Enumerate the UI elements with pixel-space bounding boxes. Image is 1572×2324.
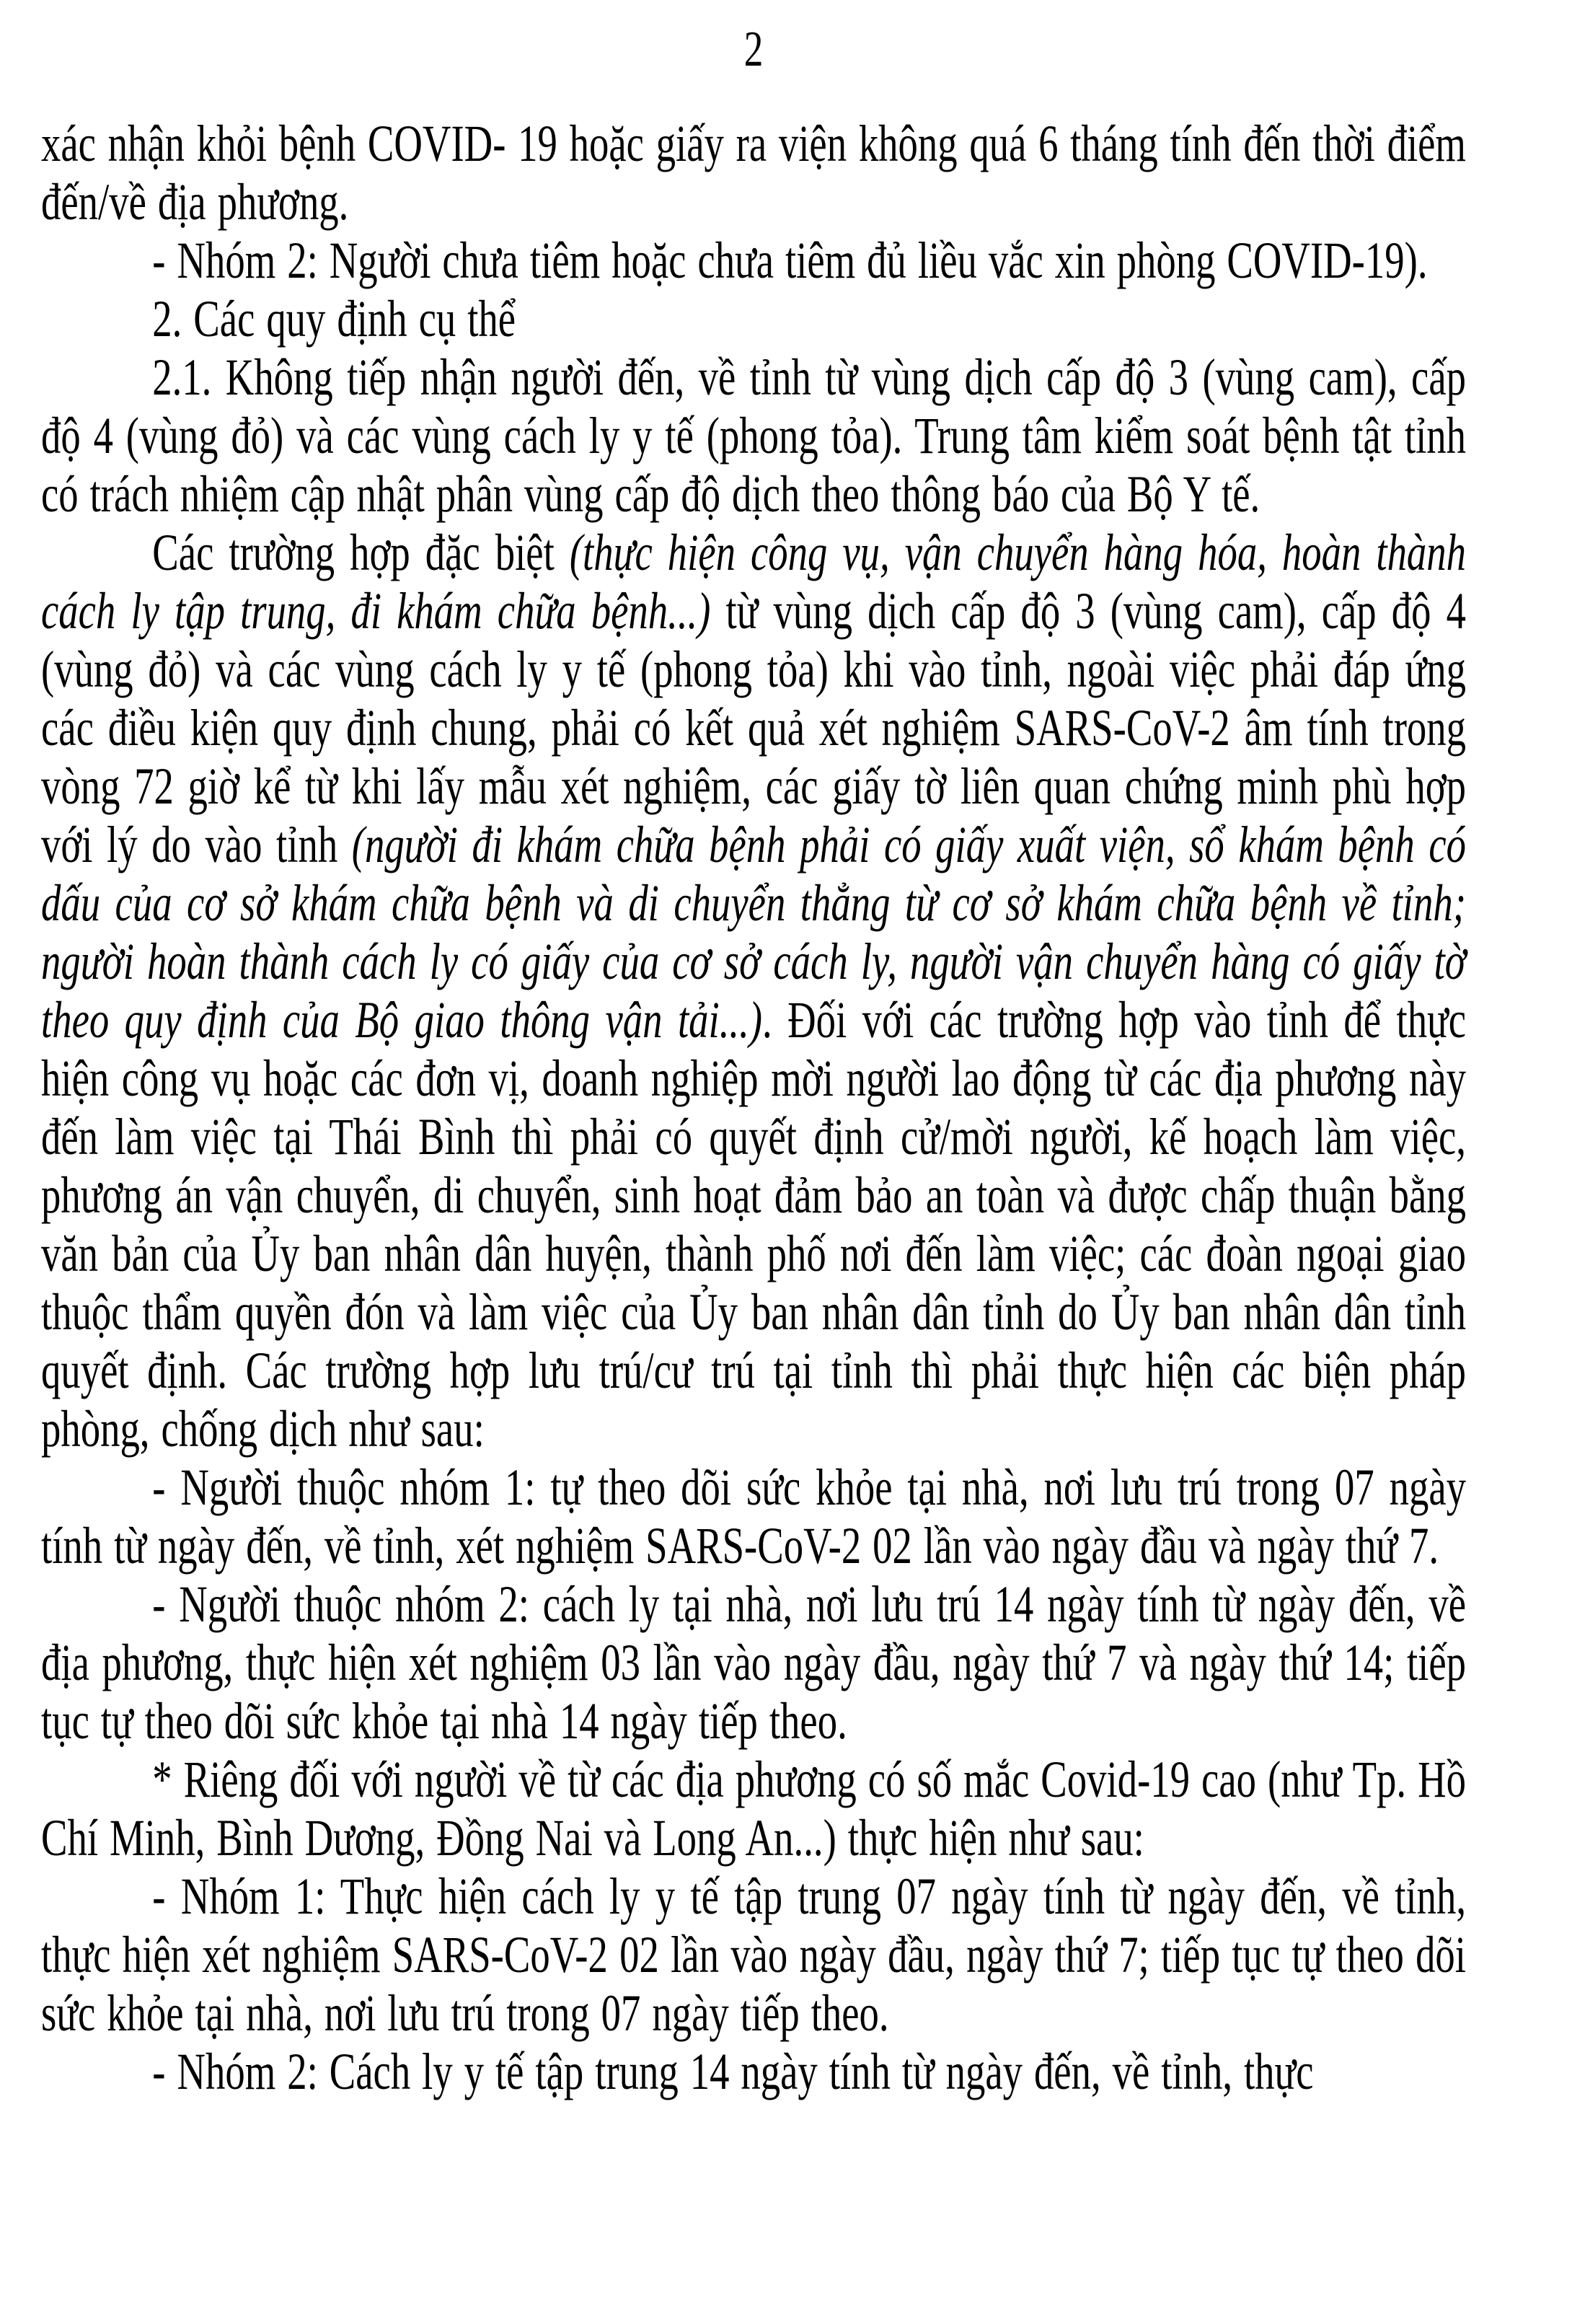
italic-text-segment: (người đi khám chữa bệnh phải có giấy xuất viện, sổ khám bệnh có dấu của cơ sở khám chữa bệnh và di chuyển thẳng từ cơ sở khám chữa bệnh về tỉnh; người hoàn thành cách ly có giấy của cơ sở cách ly, người vận chuyển hàng có giấy tờ theo quy định của Bộ giao thông vận tải...) <box>41 816 1466 1049</box>
text-segment: . Đối với các trường hợp vào tỉnh để thực hiện công vụ hoặc các đơn vị, doanh nghiệp mời người lao động từ các địa phương này đến làm việc tại Thái Bình thì phải có quyết định cử/mời người, kế hoạch làm việc, phương án vận chuyển, di chuyển, sinh hoạt đảm bảo an toàn và được chấp thuận bằng văn bản của Ủy ban nhân dân huyện, thành phố nơi đến làm việc; các đoàn ngoại giao thuộc thẩm quyền đón và làm việc của Ủy ban nhân dân tỉnh do Ủy ban nhân dân tỉnh quyết định. Các trường hợp lưu trú/cư trú tại tỉnh thì phải thực hiện các biện pháp phòng, chống dịch như sau: <box>41 991 1466 1458</box>
paragraph <box>41 290 1466 348</box>
text-segment: - Người thuộc nhóm 1: tự theo dõi sức khỏe tại nhà, nơi lưu trú trong 07 ngày tính từ ngày đến, về tỉnh, xét nghiệm SARS-CoV-2 02 lần vào ngày đầu và ngày thứ 7. <box>41 1458 1466 1575</box>
paragraph <box>41 1458 1466 1575</box>
paragraph <box>41 115 1466 232</box>
text-segment: 2. Các quy định cụ thể <box>152 290 516 348</box>
text-segment: - Người thuộc nhóm 2: cách ly tại nhà, nơi lưu trú 14 ngày tính từ ngày đến, về địa phương, thực hiện xét nghiệm 03 lần vào ngày đầu, ngày thứ 7 và ngày thứ 14; tiếp tục tự theo dõi sức khỏe tại nhà 14 ngày tiếp theo. <box>41 1575 1466 1750</box>
page-content <box>41 20 1466 2101</box>
paragraph <box>41 524 1466 1458</box>
text-segment: từ vùng dịch cấp độ 3 (vùng cam), cấp độ 4 (vùng đỏ) và các vùng cách ly y tế (phong tỏa) khi vào tỉnh, ngoài việc phải đáp ứng các điều kiện quy định chung, phải có kết quả xét nghiệm SARS-CoV-2 âm tính trong vòng 72 giờ kể từ khi lấy mẫu xét nghiệm, các giấy tờ liên quan chứng minh phù hợp với lý do vào tỉnh <box>41 582 1466 873</box>
paragraph <box>41 1751 1466 1867</box>
paragraph <box>41 2043 1466 2101</box>
paragraph <box>41 348 1466 524</box>
italic-text-segment: (thực hiện công vụ, vận chuyển hàng hóa, hoàn thành cách ly tập trung, đi khám chữa bệnh...) <box>41 524 1467 640</box>
text-segment: - Nhóm 2: Người chưa tiêm hoặc chưa tiêm đủ liều vắc xin phòng COVID-19). <box>152 232 1428 289</box>
text-segment: xác nhận khỏi bệnh COVID- 19 hoặc giấy ra viện không quá 6 tháng tính đến thời điểm đến/về địa phương. <box>41 115 1466 231</box>
paragraph <box>41 1575 1466 1751</box>
text-segment: - Nhóm 1: Thực hiện cách ly y tế tập trung 07 ngày tính từ ngày đến, về tỉnh, thực hiện xét nghiệm SARS-CoV-2 02 lần vào ngày đầu, ngày thứ 7; tiếp tục tự theo dõi sức khỏe tại nhà, nơi lưu trú trong 07 ngày tiếp theo. <box>41 1867 1466 2042</box>
text-segment: - Nhóm 2: Cách ly y tế tập trung 14 ngày tính từ ngày đến, về tỉnh, thực <box>152 2043 1314 2100</box>
paragraph <box>41 232 1466 290</box>
text-segment: * Riêng đối với người về từ các địa phương có số mắc Covid-19 cao (như Tp. Hồ Chí Minh, Bình Dương, Đồng Nai và Long An...) thực hiện như sau: <box>41 1751 1466 1867</box>
paragraph <box>41 1867 1466 2043</box>
page-number: 2 <box>743 22 764 77</box>
text-segment: 2.1. Không tiếp nhận người đến, về tỉnh từ vùng dịch cấp độ 3 (vùng cam), cấp độ 4 (vùng đỏ) và các vùng cách ly y tế (phong tỏa). Trung tâm kiểm soát bệnh tật tỉnh có trách nhiệm cập nhật phân vùng cấp độ dịch theo thông báo của Bộ Y tế. <box>41 348 1466 523</box>
text-segment: Các trường hợp đặc biệt <box>152 524 570 581</box>
document-body <box>41 115 1466 2101</box>
